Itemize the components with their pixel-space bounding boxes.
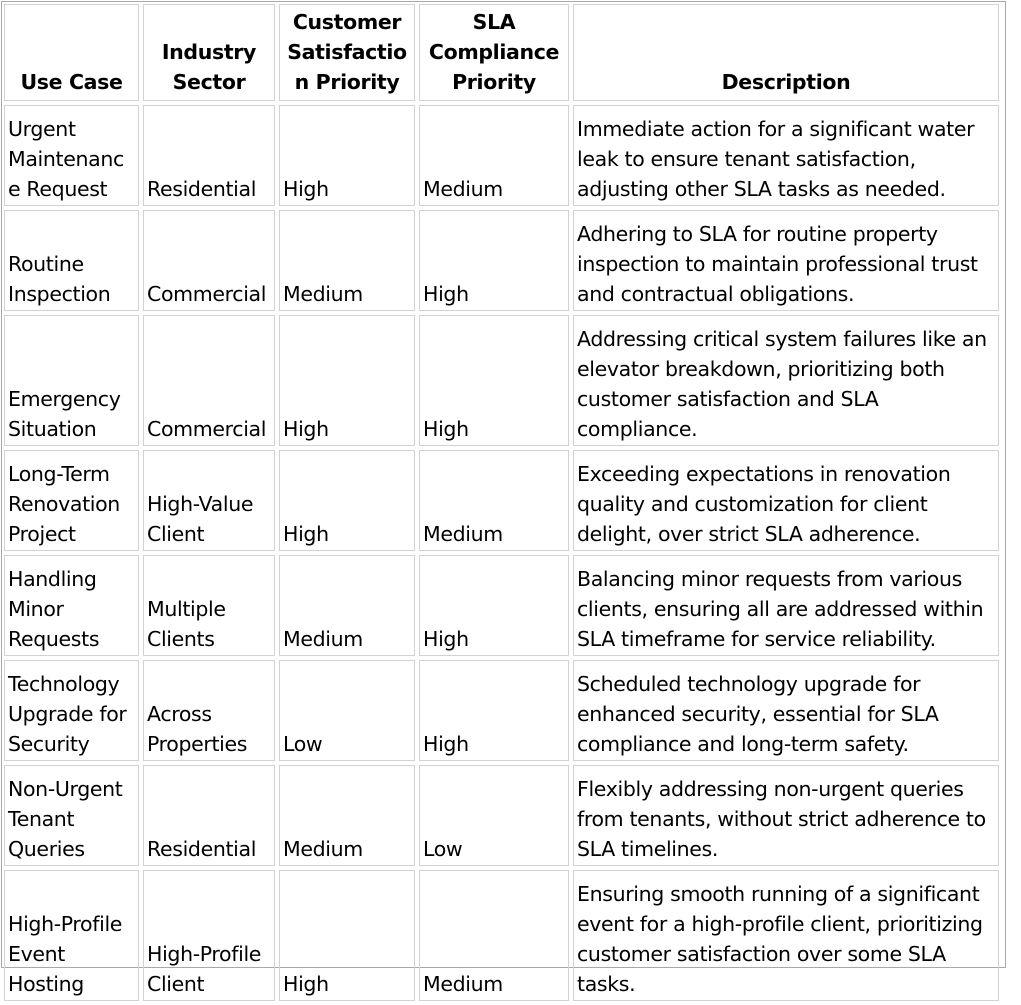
header-description: Description — [573, 4, 999, 101]
header-sla-compliance-priority: SLA Compliance Priority — [419, 4, 569, 101]
cell-use-case: Non-Urgent Tenant Queries — [4, 765, 139, 866]
cell-use-case: Urgent Maintenance Request — [4, 105, 139, 206]
cell-industry-sector: Commercial — [143, 315, 275, 446]
cell-sla-compliance: High — [419, 315, 569, 446]
cell-customer-satisfaction: High — [279, 450, 415, 551]
cell-customer-satisfaction: Medium — [279, 765, 415, 866]
header-customer-satisfaction-priority: Customer Satisfaction Priority — [279, 4, 415, 101]
table-row — [4, 555, 999, 656]
table-body — [4, 105, 999, 1001]
cell-industry-sector: High-Profile Client — [143, 870, 275, 1001]
table-header — [4, 4, 999, 101]
table-row — [4, 870, 999, 1001]
cell-use-case: High-Profile Event Hosting — [4, 870, 139, 1001]
table-row — [4, 660, 999, 761]
cell-sla-compliance: High — [419, 555, 569, 656]
cell-use-case: Technology Upgrade for Security — [4, 660, 139, 761]
cell-description: Addressing critical system failures like an elevator breakdown, prioritizing both customer satisfaction and SLA compliance. — [573, 315, 999, 446]
cell-sla-compliance: Low — [419, 765, 569, 866]
cell-use-case: Long-Term Renovation Project — [4, 450, 139, 551]
table-row — [4, 450, 999, 551]
cell-description: Balancing minor requests from various clients, ensuring all are addressed within SLA timeframe for service reliability. — [573, 555, 999, 656]
cell-description: Ensuring smooth running of a significant event for a high-profile client, prioritizing customer satisfaction over some SLA tasks. — [573, 870, 999, 1001]
header-row — [4, 4, 999, 101]
cell-use-case: Emergency Situation — [4, 315, 139, 446]
cell-sla-compliance: High — [419, 660, 569, 761]
cell-description: Immediate action for a significant water leak to ensure tenant satisfaction, adjusting other SLA tasks as needed. — [573, 105, 999, 206]
cell-use-case: Handling Minor Requests — [4, 555, 139, 656]
cell-customer-satisfaction: Medium — [279, 555, 415, 656]
priority-table-container — [1, 1, 1006, 996]
cell-customer-satisfaction: Low — [279, 660, 415, 761]
cell-sla-compliance: Medium — [419, 105, 569, 206]
cell-description: Flexibly addressing non-urgent queries from tenants, without strict adherence to SLA timelines. — [573, 765, 999, 866]
cell-customer-satisfaction: High — [279, 870, 415, 1001]
cell-industry-sector: Residential — [143, 105, 275, 206]
cell-description: Scheduled technology upgrade for enhanced security, essential for SLA compliance and long-term safety. — [573, 660, 999, 761]
cell-customer-satisfaction: Medium — [279, 210, 415, 311]
cell-description: Exceeding expectations in renovation quality and customization for client delight, over strict SLA adherence. — [573, 450, 999, 551]
header-use-case: Use Case — [4, 4, 139, 101]
cell-sla-compliance: High — [419, 210, 569, 311]
table-row — [4, 105, 999, 206]
cell-industry-sector: Multiple Clients — [143, 555, 275, 656]
cell-industry-sector: Commercial — [143, 210, 275, 311]
table-row — [4, 210, 999, 311]
header-industry-sector: Industry Sector — [143, 4, 275, 101]
cell-industry-sector: Residential — [143, 765, 275, 866]
table-row — [4, 765, 999, 866]
cell-sla-compliance: Medium — [419, 450, 569, 551]
cell-customer-satisfaction: High — [279, 315, 415, 446]
cell-sla-compliance: Medium — [419, 870, 569, 1001]
cell-customer-satisfaction: High — [279, 105, 415, 206]
table-row — [4, 315, 999, 446]
cell-description: Adhering to SLA for routine property inspection to maintain professional trust and contractual obligations. — [573, 210, 999, 311]
cell-industry-sector: Across Properties — [143, 660, 275, 761]
cell-industry-sector: High-Value Client — [143, 450, 275, 551]
cell-use-case: Routine Inspection — [4, 210, 139, 311]
